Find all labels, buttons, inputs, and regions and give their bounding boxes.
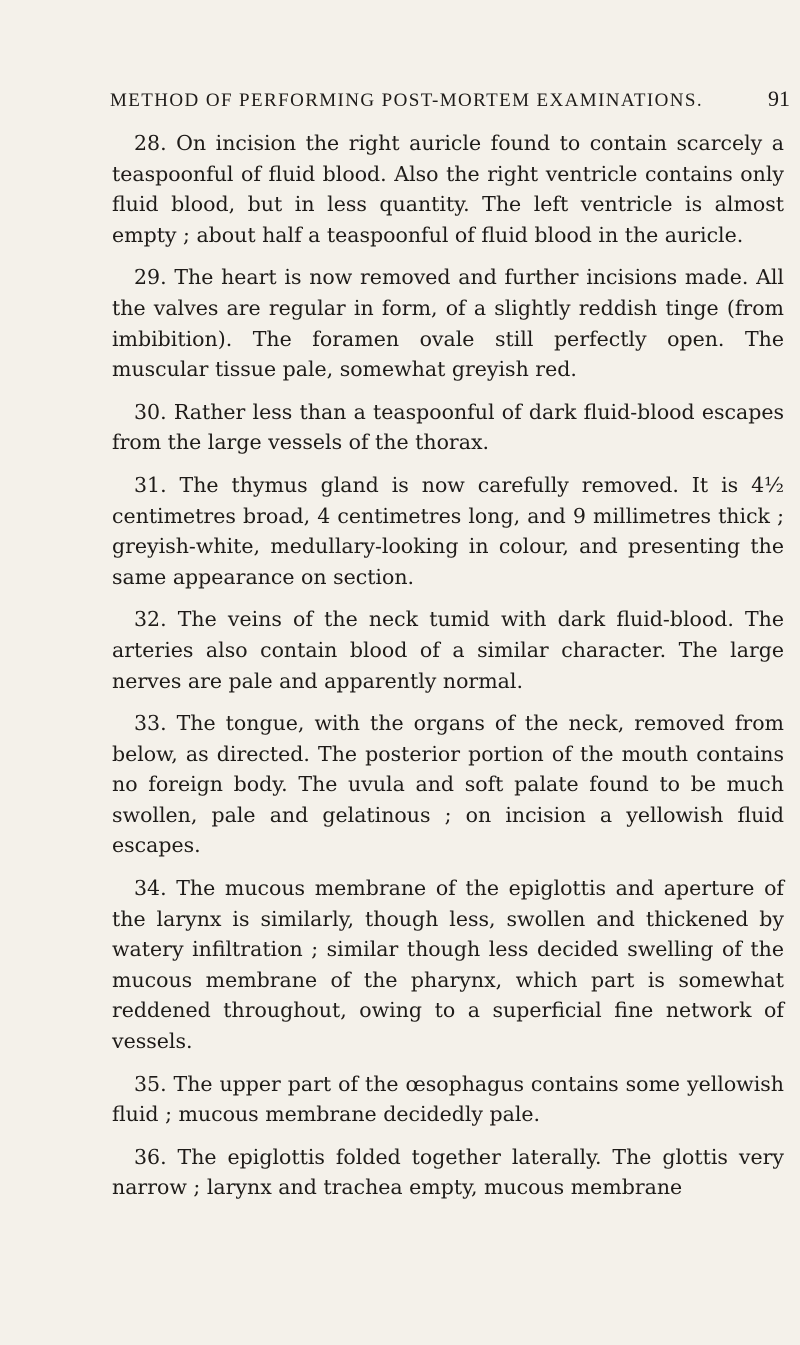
paragraph-33: 33. The tongue, with the organs of the neck, removed from below, as directed. The posterior portion of the mouth contains no foreign body. The uvula and soft palate found to be much swollen, pale and gelatinous ; on incision a yellowish fluid escapes. <box>112 711 784 858</box>
paragraph-28: 28. On incision the right auricle found to contain scarcely a teaspoonful of fluid blood. Also the right ventricle contains only fluid blood, but in less quantity. The left ventricle is almost empty ; about half a teaspoonful of fluid blood in the auricle. <box>112 131 784 247</box>
paragraph-35: 35. The upper part of the œsophagus contains some yellowish fluid ; mucous membrane decidedly pale. <box>112 1071 784 1127</box>
page-number: 91 <box>768 86 790 111</box>
paragraph-36: 36. The epiglottis folded together laterally. The glottis very narrow ; larynx and trachea empty, mucous membrane <box>112 1144 784 1200</box>
running-title: METHOD OF PERFORMING POST-MORTEM EXAMINATIONS. <box>110 90 704 111</box>
paragraph-30: 30. Rather less than a teaspoonful of dark fluid-blood escapes from the large vessels of the thorax. <box>112 399 784 455</box>
body-text <box>112 128 784 1203</box>
paragraph-31: 31. The thymus gland is now carefully removed. It is 4½ centimetres broad, 4 centimetres long, and 9 millimetres thick ; greyish-white, medullary-looking in colour, and presenting the same appearance on section. <box>112 472 784 589</box>
page-header <box>110 86 790 112</box>
paragraph-32: 32. The veins of the neck tumid with dark fluid-blood. The arteries also contain blood of a similar character. The large nerves are pale and apparently normal. <box>112 607 784 693</box>
paragraph-29: 29. The heart is now removed and further incisions made. All the valves are regular in form, of a slightly reddish tinge (from imbibition). The foramen ovale still perfectly open. The muscular tissue pale, somewhat greyish red. <box>112 265 784 382</box>
paragraph-34: 34. The mucous membrane of the epiglottis and aperture of the larynx is similarly, though less, swollen and thickened by watery infiltration ; similar though less decided swelling of the mucous membrane of the pharynx, which part is somewhat reddened throughout, owing to a superficial fine network of vessels. <box>112 876 784 1054</box>
